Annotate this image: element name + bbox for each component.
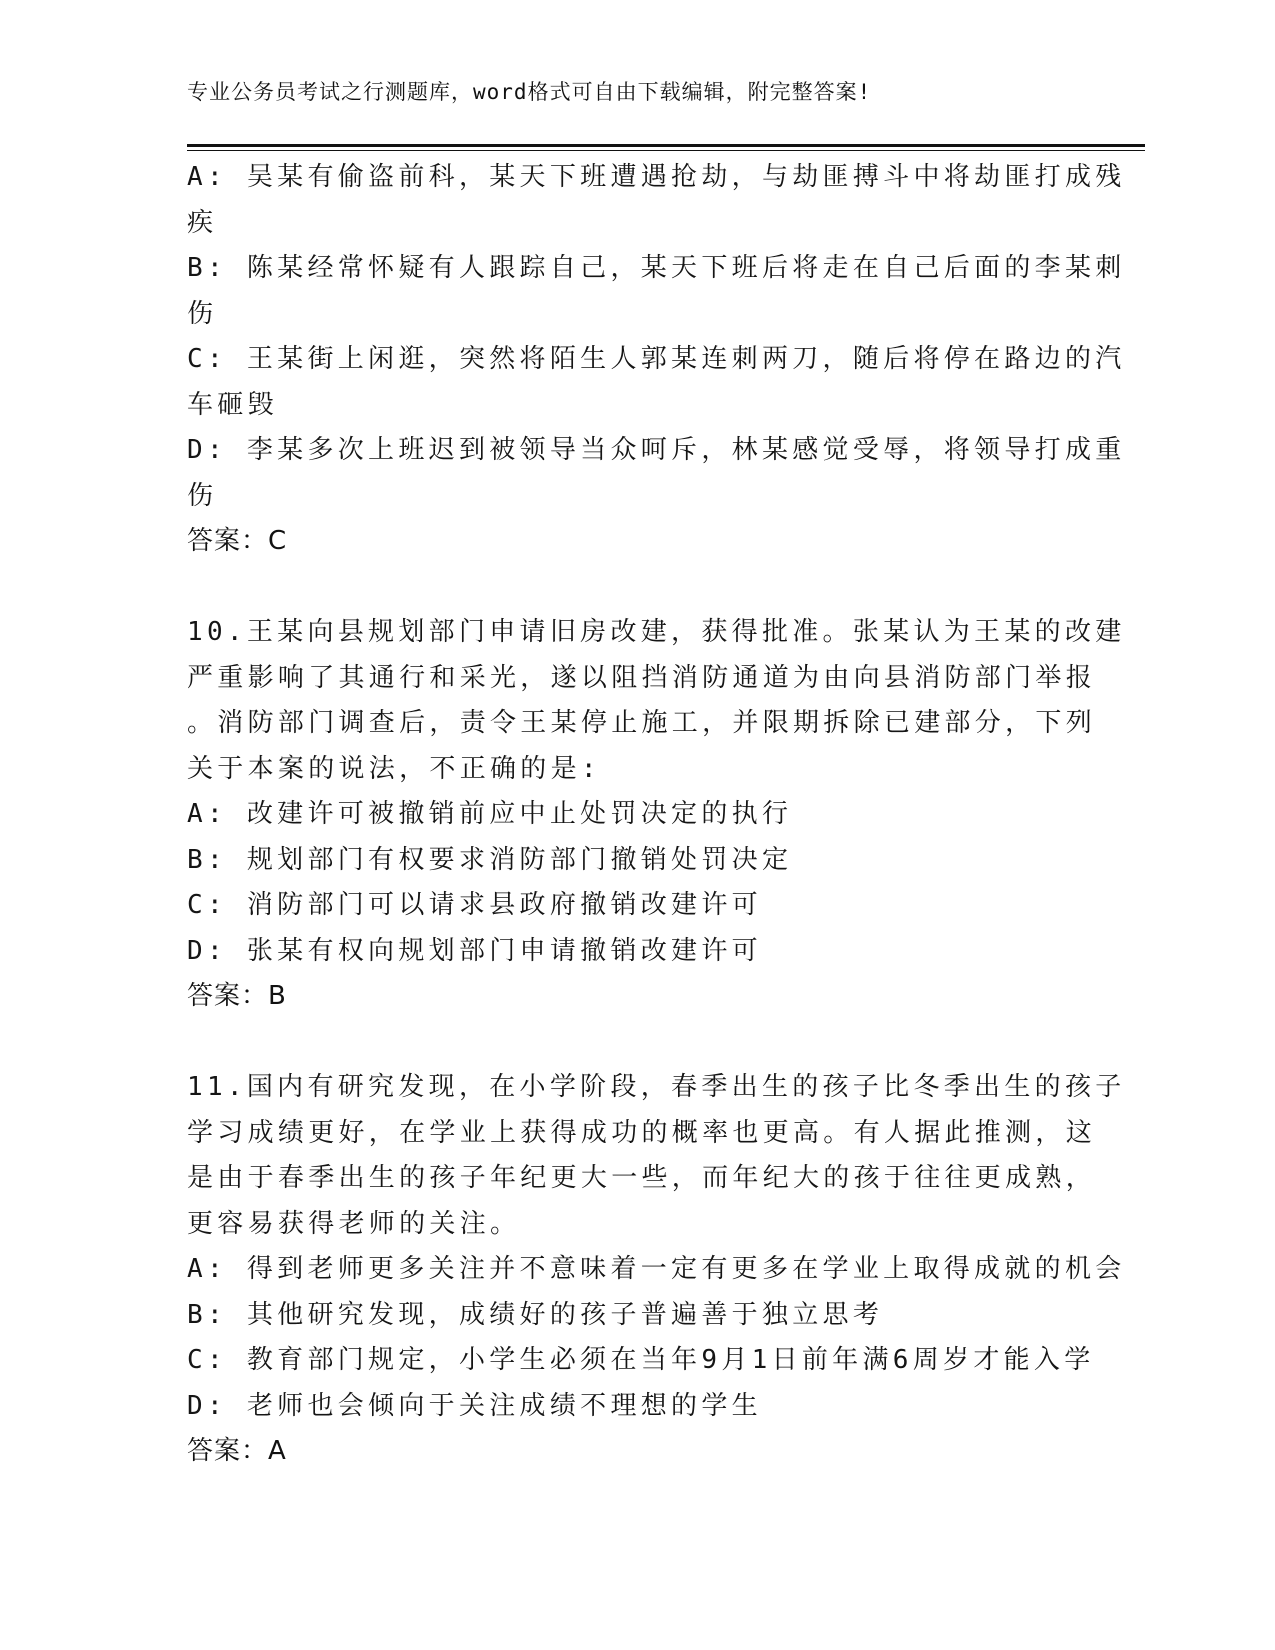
header-rule-thin (187, 150, 1145, 151)
option-line: A: 吴某有偷盗前科，某天下班遭遇抢劫，与劫匪搏斗中将劫匪打成残 (187, 162, 1126, 192)
page-header: 专业公务员考试之行测题库，word格式可自由下载编辑，附完整答案! (187, 80, 872, 104)
header-rule (187, 144, 1145, 147)
q10-option-d: D: 张某有权向规划部门申请撤销改建许可 (187, 935, 762, 966)
q11-option-d: D: 老师也会倾向于关注成绩不理想的学生 (187, 1390, 762, 1421)
option-line: 车砸毁 (187, 389, 278, 420)
q10-stem (187, 610, 1126, 792)
option-line: D: 李某多次上班迟到被领导当众呵斥，林某感觉受辱，将领导打成重 (187, 435, 1126, 465)
q9-option-b (187, 246, 1126, 337)
option-line: 疾 (187, 207, 218, 238)
q11-option-a: A: 得到老师更多关注并不意味着一定有更多在学业上取得成就的机会 (187, 1254, 1126, 1284)
spacer (187, 1020, 1067, 1066)
stem-line: 关于本案的说法，不正确的是: (187, 753, 601, 784)
question-content (187, 155, 1126, 1475)
q11-answer: 答案：A (187, 1436, 287, 1466)
spacer (187, 565, 1067, 611)
q10-option-a: A: 改建许可被撤销前应中止处罚决定的执行 (187, 799, 793, 829)
stem-line: 。消防部门调查后，责令王某停止施工，并限期拆除已建部分，下列 (187, 708, 1097, 738)
q9-option-a (187, 155, 1126, 246)
q9-answer: 答案：C (187, 526, 288, 556)
stem-line: 学习成绩更好，在学业上获得成功的概率也更高。有人据此推测，这 (187, 1117, 1097, 1148)
q10-option-c: C: 消防部门可以请求县政府撤销改建许可 (187, 890, 762, 920)
q11-option-b: B: 其他研究发现，成绩好的孩子普遍善于独立思考 (187, 1299, 884, 1330)
question-10 (187, 610, 1126, 1020)
option-line: 伤 (187, 298, 218, 329)
option-line: 伤 (187, 480, 218, 511)
stem-line: 11.国内有研究发现，在小学阶段，春季出生的孩子比冬季出生的孩子 (187, 1072, 1126, 1102)
q9-option-c (187, 337, 1126, 428)
stem-line: 严重影响了其通行和采光，遂以阻挡消防通道为由向县消防部门举报 (187, 662, 1097, 693)
stem-line: 是由于春季出生的孩子年纪更大一些，而年纪大的孩于往往更成熟， (187, 1163, 1097, 1193)
stem-line: 更容易获得老师的关注。 (187, 1208, 521, 1239)
question-11 (187, 1065, 1126, 1475)
q10-answer: 答案：B (187, 981, 287, 1011)
q10-option-b: B: 规划部门有权要求消防部门撤销处罚决定 (187, 844, 793, 875)
question-9 (187, 155, 1126, 565)
q11-stem (187, 1065, 1126, 1247)
q9-option-d (187, 428, 1126, 519)
option-line: C: 王某街上闲逛，突然将陌生人郭某连刺两刀，随后将停在路边的汽 (187, 344, 1126, 374)
option-line: B: 陈某经常怀疑有人跟踪自己，某天下班后将走在自己后面的李某刺 (187, 253, 1126, 283)
stem-line: 10.王某向县规划部门申请旧房改建，获得批准。张某认为王某的改建 (187, 617, 1126, 647)
q11-option-c: C: 教育部门规定，小学生必须在当年9月1日前年满6周岁才能入学 (187, 1345, 1095, 1375)
